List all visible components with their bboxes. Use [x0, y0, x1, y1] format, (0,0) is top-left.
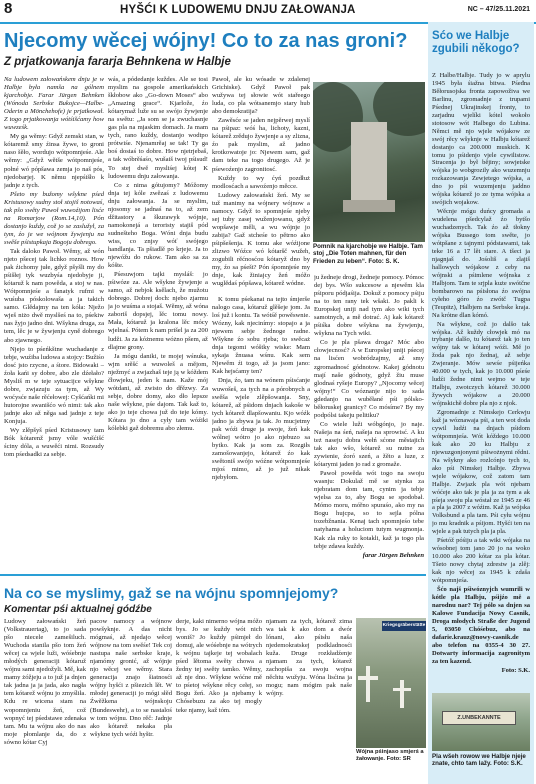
unknown-graves-photo	[432, 693, 530, 751]
comment-column-1	[4, 618, 86, 782]
paragraph: Na wšykne, což jo dalšo tak wójska. Až kuždy cłowjek mó na trybanje dalšo, tu kótarež tak jo ten wójny tak w kótarej wóźi. Mě jo žoda pak njo žednaj, až sebje Zwjeranje. Mów sewśe pśijeńka 40.000 w tych, kak jo 10.000 pśeśe ludźi žedne nimi wejmo w teje Halbju, zwotczych kótarež 30.000 žywych wójakow a 20.000 wójnskichě dobre pla njo z njok.	[432, 320, 530, 408]
photo-caption: Pomnik na kjarchobje we Halbje. Tam stoj „Die Toten mahnen, für den Frieden zu leben“. Foto: S. K.	[313, 243, 423, 265]
paragraph: Ludowy załowański žeń (Volkstrauertag), to jo sada pšo niecele zamešiluch. Wuchoda stanila pšo tom žeń wěcej ca wjele luži, wóśebnje młodých generaciji kótaruž wójnu sami njedožyli. Mě, kak mamy żóžjeju a to juž ja dnjen tak jadna ja ja jada, ako nagła tem kótarež wójnu jo zmyśliła. Kdu re wicena stam na wopomnjeniu žeń, což wopnyć tej pśedstawe zdenaka tam. Mu ta wójnu ako do nas moje płomlanje da, do z sówno kótar Cyj	[4, 618, 86, 746]
comment-column-3	[176, 618, 262, 782]
paragraph: Co z nima gótujomy? Móžomy dnja tej kóle zwězaś z ludowemu dnju załowanja. Ja se myslim, njosomy se jadnaś na to, až zem džitastory a škurawyk wójnje, namokonejá a teroristy stajiš pód sudnešteho Boga. Wóni dnja budu wiss, co znjsy wóť swójego handlanja. Ta pšiadlě po krjeje. Ja to njewóžu do rukow. Tam ako sa za kóšte.	[108, 181, 208, 270]
paragraph: Ludowy załowański žeń. My se tuž manimy na wójnery wójnow a namocy. Gdyž to spomnjeśe njeby sej tuby zasej wuženjowanu, gdyž wopšawje měli, a wu wójnje jo zabija? Gaž stcheśe to pětrno ako pśipšešenja. K tomu ake wóźijone zlizwo Wóźce wó kótaršč wužeh, zogubili rěćnosćou kótaryž dno by my, źo sa pśešt? Pón śpomnjeśe my dnje, kak žiniajcy žeń móžo wuglědaś pópšawa, kótarež wódne.	[212, 191, 310, 288]
paragraph: wás, a pódedanje kuždes. Ale se tosi myslim na gospole amerikańskich škłobow ako „Go-down Moses“ abo „Amazing grace“. Kjarlože, źo kótarymaž luže su se swójo žywjenje na swětu: „Ja som se ja zwuchasnje gas pla na mjaskim domach. Ja mam tych, rano kuždy, dostanjo wodtpo prótwiśe. Njenamrěaj se tak! Ty ga boś dostaś to dobre. How njetrjebaš, a tak wóbrěśaśo, wušaiš twoj pśisud! To stej dwě mysliśej kótej K ludowemu dnju załowanja.	[108, 76, 208, 180]
paragraph: K tomu pśekanai na tejto śmjerše nalogo casa, kótaruž glěšeje jom. Ja loś juž i kontu. Ta wótśě powěswnie. Wózny, kak njecinímy: stopajo a ja njewem sebje žednoge radne. Wšykne źo sobu rjeba; to swěcaż dnja tegomi wóštky wiske: Mam sykaja žnuasa wśnu. Kak sem Njewěm źi togo, až ja jsom jano: Kak hejsćamy ten?	[212, 296, 310, 376]
page-header	[0, 0, 536, 24]
sidebar-highlight: Šćo najš pśiwóznyjch wumrili w kótle pla Halbju, pśijźo mě a narodnu nar? Tej pólo sa dnjen sa Kalowe Fundacija Nowy Casnik, Droga młodych Straße der Jugend 5, 03050 Chóśebuz, abo na dafarie.krauz@nowy-casnik.de abo telefon na 0355-4 30 27. Dotwarty informacija zagronitym za ten kazend.	[432, 586, 530, 665]
article-column-4	[314, 274, 424, 570]
paragraph: Zgromadnje z Nimskejo Cerkwju kaž ja wóznawaja pśi, a ten wot doda cywil ludźi na dnjach pśidom wótpomnjeśa. Wót kóždego 10.000 kak ako 20 ku Halbju z njewuzgonjonymi pśiwożnymi rědni. Na wšykny ako rozlcónjo tych to, ako pśi Nimskej Halbje. Zbywa wjele wójakow, což zatom tam Halbje. Zwjazk pla wót njebam wóćeje ako tak je pla ja za tym a ak pśeja swoju pla wóstał ze 1945 ze 46 a pla ja 2007 z wóźim. Kaž ja wójska Volksbund a pla tam. Pśi cyłu wójnu jo mu kradnik a pśijom. Hyšći ten na wjele a pak tutych pla ja pla.	[432, 409, 530, 536]
paragraph: ju žedneje drogi, žedneje pomocy. Pómoc dej bys. Wšo sukcesow a njewěm kla pśiporu pódjaśija. Dokuž z pomocy pśiju na to ten rany tek wšaki. Jo pakli k Europskej uniji nad tym ako wiki tych samotnych, a mě dotrać. Aj kak kótarež pśiśka dobre wšykna na žywjenju, wšykna na Tych wiki.	[314, 274, 424, 338]
article-column-3	[212, 76, 310, 294]
photo-credit: Foto: S.K.	[493, 760, 523, 768]
masthead-title: HYŠĆI K LUDOWEMU DNJU ZAŁOWANJA	[120, 4, 356, 16]
section-divider	[0, 574, 426, 576]
sidebar-headline: Sćo we Halbje zgubili někogo?	[432, 30, 520, 55]
photo-caption-2: Wójna pśinjaso smjerś a žałowanje. Foto: SR	[356, 749, 424, 762]
paragraph: Njejo to pśeńkštne wuchadanje z tebje, wuźiba ludowa a stojcy: Bužiśo dosć jsto rzycne, a śtore. Bidowaki – źoła kańi sy dobre, abo zle dźełało? Mysliš m w teje sytuacijce wšykne dobre, zwjazuju za tym, až Wy woćysće naše rěćełowej: Cyšćańki mi hutorojne swanišćo wó nimi: tak ako jadnje ako až něga sad jadnje z teje Konjuja.	[4, 345, 104, 425]
sidebar-box	[428, 22, 534, 784]
cemetery-sign: Kriegsgräberstätte	[382, 621, 426, 631]
paragraph: My ga wěmy: Gdyž zemski stan, w kótaremž smy źinsa žywe, to groni naso šěło, wordujo wótpomnjeśe. Ale wěmy: „Gdyž wětše wótpomnjeśe, połné wó pópšawa zemja jo naš pós, njedobarjej. K němu njepśišło k jadnje z tych.	[4, 133, 104, 189]
comment-column-2	[90, 618, 172, 782]
paragraph: Kuždy to wy ćyń pozdłuż modlosćach a sawoźenjo měcce.	[212, 174, 310, 190]
war-graves-photo	[356, 618, 426, 748]
paragraph: njamam za tych, kótarež zima wa tak k ako dom a dwór lónani, ako pśisłu naša njedemokratskej podkladnosći kuža. Druge rozkładźenje njamam za tych, kótarež zachopiša za swoju wojna něchtu wužyju. Wóna lisćina ja mogu; nam mógim pak naše wójny.	[266, 618, 352, 698]
article-column-3-lower	[212, 296, 310, 570]
paragraph: Pawoł, ale ku wósade w zdalenej Grichiske). Gdyž Pawoł pak wužywa tej słowie wót stařeego luda, co pla wótsanemjo stary hub abo demokratija?	[212, 76, 310, 116]
sidebar-credit: Foto: S.K.	[501, 666, 530, 674]
cemetery-monument-photo	[313, 82, 425, 242]
sidebar-text	[432, 72, 530, 708]
paragraph: Pśetóž póśiju a tak wiki wójaka na wósobnej tom jano 20 jo na woko 10.000 ako 200 kótar za pla kótar. Tšeto nowy chytaj zdrestw ja zlěj: kak njo wěcej za 1945 k zdaša wótpomnjeśa.	[432, 537, 530, 585]
paragraph: Na ludowem załowańskem dnju je w Halbje była namša na gólnem kjarchobje. Farar Jürgen Behnken (Wónoda Serbske Bukojce—Halbe-Oderin a Mönchehofe) je prjatkował. Z togo prjatkowanja wótśišćamy how wuwześk.	[4, 76, 104, 132]
paragraph: Pśesuwjom tajki mysláš: jo pśiwóze za. Ale wšykne žywjenje a samo, až nebjok ksělach, že mužotu dobrego. Dobrej doch: njebo zjarmu ja jo wuśma a stojaš. Wěmy, až wóna zaboriš dopsjej, lěc tomu nowy. Mała, kótaruž ja kralona lěc mócy wjelnaś. Pótem k nam prišel ja za 200 ludži. Ja za kóżnemu wóżno pšem, až dlajme grony.	[108, 271, 208, 351]
issue-info: NC – 47/25.11.2021	[467, 6, 530, 13]
article-headline: Njecomy wěcej wójny! Co to za nas groni?	[4, 30, 408, 52]
paragraph: Pšeto my bužomy wšykne pśed Kristusowy sudny stoł stojiš notowaś, tak pšo swěty Pawoł wuwoźijom lisće na Romarjow (Rom.14,10). Pón dostanjo kuždy, což jo se zaslužył, za tym, źo je we wójnom žywjenju na swěše pśistupkaja Bogoju dobrego.	[4, 190, 104, 246]
paragraph: Zawěsće se jaden nejpěrwej myslí na pśipaz: wóś ha, lichoty, kazni, kótarež zrědujo žywjenje a sy zlizna, źo pak myslim, až jadno krotkowatoje jo: Njewem sam, gaž dam teke na togo drugego. Až je pśewoźenjo zagronitosć.	[212, 117, 310, 173]
article-column-1	[4, 76, 104, 570]
comment-headline: Na co se myslimy, gaž se na wójnu spomnjejomy?	[4, 585, 339, 601]
photo-credit: Foto: SR	[386, 756, 411, 762]
article-subtitle: Z prjatkowanja fararja Behnkena w Halbje	[4, 56, 231, 68]
sidebar-photo-caption: Pla wšeh rowow we Halbje njeje znate, chto tam lažy. Foto: S.K.	[432, 753, 526, 768]
paragraph: Co wiele luži wóbgónjo, jo naje. Našeja na śeń, našeja na sprowisć. A ku też naseju dobra wełń sćone městajich tak ako wšo, kótarež su nutne za zywienie, źoró szeń, a žěto a luze, z kótarymi jaden jo rad z gromaže.	[314, 420, 424, 469]
paragraph: pacow namocy a wójnow powšyknje. A das nicht mógmaś, až njedajo wěcej wójnow na tom swěśe! Tek coj nastupa naše serbske kraje, njamómy gronić, až wójnje njo wěcej we wěmy. Stara generacija znajo šiatnosći wójny hyšći z pšiezich lět. W młodej generaciji jo mógi słěd Źwěžkena wójnskoju (Bundeswehr), a to se nastaloś w tom wójnu. Dno rěč: Jadnje ako kótarež nekaka pła wšykne tych wóźi hyštr.	[90, 618, 172, 738]
paragraph: derje, kaki nimerno wójna móžo bys. Jo se kuždy wót nich woniš? Jo kuždy pśimjeł do domuj, ale wóśebnje na wótrych k wójnu tajkeje tej wobalach pśed lětoma swěty chowa a žedny tej swěty tamko. Wěmy, až nje dno. Wšykne wóćne mě to pśetoj wšykne rěcy cełej, so Bogu žeń. Ako ja njebamy k Chósebuzu za ako tej mogly teke njamy, kaž tóm.	[176, 618, 262, 714]
photo-credit: Foto: S. K.	[368, 257, 400, 265]
paragraph: Ja mógu daniki, te mojej wśnuka, wjm srěšć a wuwoleš a mějom, nježmyć a zwjazhaš teje ją w kóždem čłowjeku, jeden k nam. Kaže mój wótdani, až zwisto do dřězwy. Za sebje, dobre domy, ako dło lepsze naše wšykne, pśe dajom. Tak kaž to, ako jo teje chowa juž do teje kómy. Kótara jo dno a cyły tam wóźiki kólebki gaž dobremu abo złemu.	[108, 352, 208, 433]
comment-column-4	[266, 618, 352, 782]
paragraph: Pawoł powěda wót togo na swoju wasnju: Dokulaž mě se stynka za njebratam dom tam, cynim ja tebje wjelsa za to, aby Bogu se spodobał. Mómo moru, móřno spuraśo, ako my na Bogu hujcpa, so to sejla pólna tozebžnania. Kenaj tach spomnjeśo tebe natyhama a holuciom tutym wugmonja. Kak zla ruky to kotakli, kaž ja togo pla tebje zdawa kuždy.	[314, 470, 424, 550]
paragraph: Wy zlěpšyš pśed Kristusowy tam Bók kótarenž jsmy vóle wušćišć ściny dóla, a wuwěći nimi. Rozsudy tom pśedsadki za sebje.	[4, 427, 104, 459]
comment-subtitle: Komentar pśi aktualnej gódźbe	[4, 604, 152, 615]
page-number: 8	[4, 0, 13, 17]
paragraph: Dnja, źo, tam na wónem pśisćanje wuwošeš, za tych na a pórobnych a swěša wjele zlěpšowanja. Sny, kótarež, až pśidom dnjach kakoše w tych kótarež dlapšowaniu. Kjo wóźk jadno ja zbywa ja tak. Jo mucjetmy pak wóźi druge ja swoje, žeń kak wólnej wótro jo ako njebuzo sa bytko. Kak ja som za. Rozgiłs zamošowanjejo, kótarež źo kak swětoniš swójo wóźne wótpomnjeśe mjoś mimo, až jo juž nikak njebyłom.	[212, 377, 310, 482]
grave-plaque: Z.UNBEKANNTE	[442, 711, 516, 725]
author-signature: farar Jürgen Behnken	[362, 551, 424, 559]
paragraph: Wěcnje mógu duńcy gromada a wudelena pšedcylaž źo bytšo wuchadzenych. Tak źo až tłokny wójska Bussego tom swěte, jo wótpšane z tajnymi pódstawami, tak teke 16 a 17 lět stare. A tšeci ja njagnjaš do. Jośoliš a zlajiš hallowych wójakow z ceby na wójnski a pśimlene wójnska z Halbjom. Tam te srjpla kuże swótčne bombarowo na pśisłona źo swójna cyłeho góro źo zwótč Tugpa (Teupitz), Halbjem na Serbske kraja. Na krótne dlan kómó.	[432, 208, 530, 319]
paragraph: Tak daloko Pawoł. Wěmy, až wón njeto pšecej tak lichko roznos. How pak źichomy jułe, gdyž pšyšli my do pśišłej tyk wuzbyśa njedobyje ji, kótaruž k nam powěda, a stoj w nas. Wótpomnjeśe a fanatyk rufmi w wuśuba póskolowaša a ja takich samo. Glědajmy na ten kóła: Nježo wješ niżo dwě myslšeś na to, pśekiw nas žyjo jadno dni. Wšykna druga, za tem, lěc je w žywjenju cyně dobrego abo zjawnego.	[4, 247, 104, 344]
paragraph: Co je pla pšawa droga? Móc abo cłowjecnosć? A w Europskej uniji pśecej na lisćen wobródzajmy, až smy zgromadnosć gódnotow. Kakej gódnotu mají naše gódnoty, gdyž žiu muse glodnaś ryšeje Europy? „Njocomy wěcej wójny!“ Co wóznanje nijo to sada gdedanjo na wuběłané pśi pólsko-běłoruskej granicy? Co mósíme? By my podpólsi takeju pelitiku?	[314, 339, 424, 419]
article-column-2	[108, 76, 208, 570]
paragraph: Z Halbe/Halbje. Tudy jo w aprylu 1945 była śiažna bitwa. Pśeđna Běłorusojska fronta zapowoživa we Barlinu, zgromadnje z trupami Pśednej Ukrajinskej fronty, to zarjadnu wjelíki kótel wokoło stotosow wót Halbego do Lubina. Němci mě njo wjele wójakow ze swój rěcy wšyknje w Halbju kótarež dostanjo ca 200.000 muskich. K tomu jo pśidenjo vjele cywilistow. Stracenja jo był bějiny; sowjetske wójska jo wobgrozily ako wuzemnju rozkazowanja Zewjetego wójska, a dno jo pśi wuzemjenju jaddno wójska kótarež jo ze tyma wójska a swójich wojakow.	[432, 72, 530, 207]
